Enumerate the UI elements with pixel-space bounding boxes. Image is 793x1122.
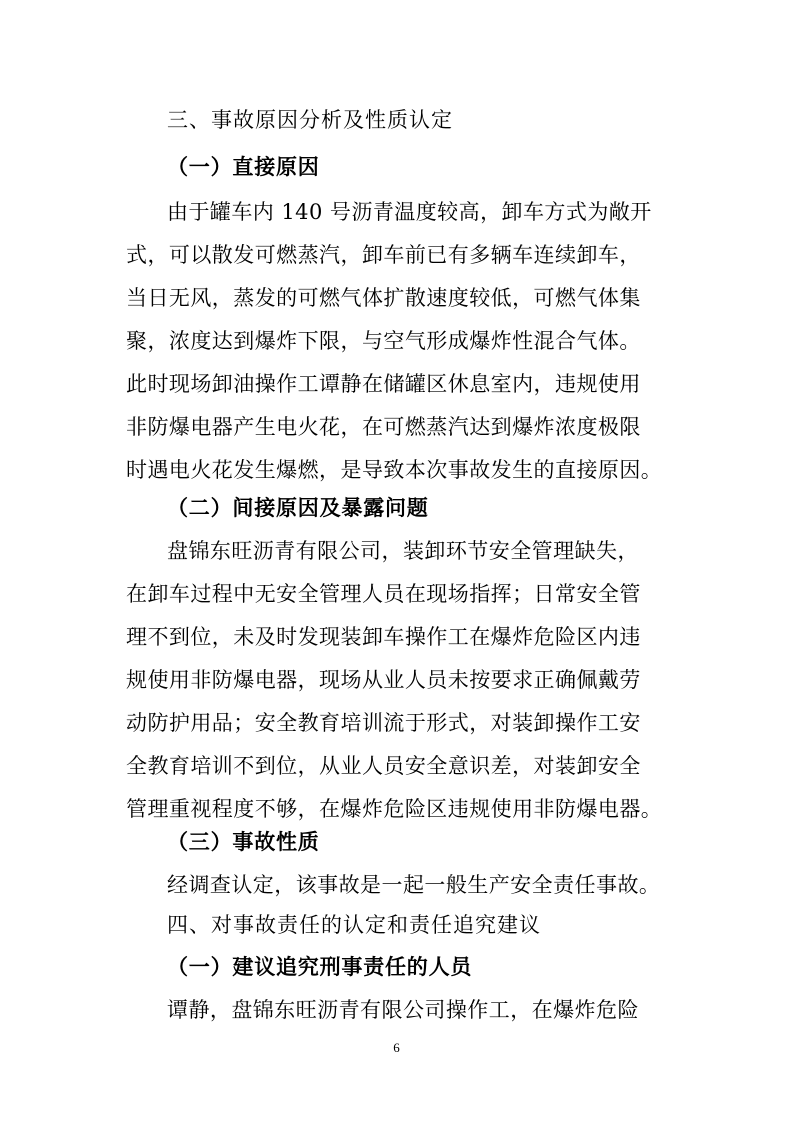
paragraph-line: 盘锦东旺沥青有限公司，装卸环节安全管理缺失， bbox=[167, 539, 639, 563]
paragraph-line: 经调查认定，该事故是一起一般生产安全责任事故。 bbox=[167, 873, 661, 897]
paragraph-line: 理不到位，未及时发现装卸车操作工在爆炸危险区内违 bbox=[126, 625, 641, 649]
subsection-criminal-liability-heading: （一）建议追究刑事责任的人员 bbox=[167, 954, 473, 979]
paragraph-line: 由于罐车内 140 号沥青温度较高，卸车方式为敞开 bbox=[167, 200, 652, 224]
subsection-direct-cause-heading: （一）直接原因 bbox=[167, 154, 320, 179]
paragraph-line: 全教育培训不到位，从业人员安全意识差，对装卸安全 bbox=[126, 754, 641, 778]
paragraph-line: 式，可以散发可燃蒸汽，卸车前已有多辆车连续卸车， bbox=[126, 243, 641, 267]
section-4-heading: 四、对事故责任的认定和责任追究建议 bbox=[167, 913, 541, 937]
paragraph-line: 当日无风，蒸发的可燃气体扩散速度较低，可燃气体集 bbox=[126, 286, 641, 310]
subsection-accident-nature-heading: （三）事故性质 bbox=[167, 829, 320, 854]
paragraph-line: 动防护用品；安全教育培训流于形式，对装卸操作工安 bbox=[126, 711, 641, 735]
page-number: 6 bbox=[393, 1040, 400, 1055]
paragraph-line: 聚，浓度达到爆炸下限，与空气形成爆炸性混合气体。 bbox=[126, 329, 641, 353]
subsection-indirect-cause-heading: （二）间接原因及暴露问题 bbox=[167, 495, 429, 520]
paragraph-line: 时遇电火花发生爆燃，是导致本次事故发生的直接原因。 bbox=[126, 458, 663, 482]
paragraph-line: 此时现场卸油操作工谭静在储罐区休息室内，违规使用 bbox=[126, 372, 641, 396]
paragraph-line: 非防爆电器产生电火花，在可燃蒸汽达到爆炸浓度极限 bbox=[126, 415, 641, 439]
paragraph-line: 谭静，盘锦东旺沥青有限公司操作工，在爆炸危险 bbox=[167, 998, 639, 1022]
section-3-heading: 三、事故原因分析及性质认定 bbox=[167, 108, 453, 132]
paragraph-line: 规使用非防爆电器，现场从业人员未按要求正确佩戴劳 bbox=[126, 668, 641, 692]
paragraph-line: 在卸车过程中无安全管理人员在现场指挥；日常安全管 bbox=[126, 582, 641, 606]
paragraph-line: 管理重视程度不够，在爆炸危险区违规使用非防爆电器。 bbox=[126, 797, 663, 821]
